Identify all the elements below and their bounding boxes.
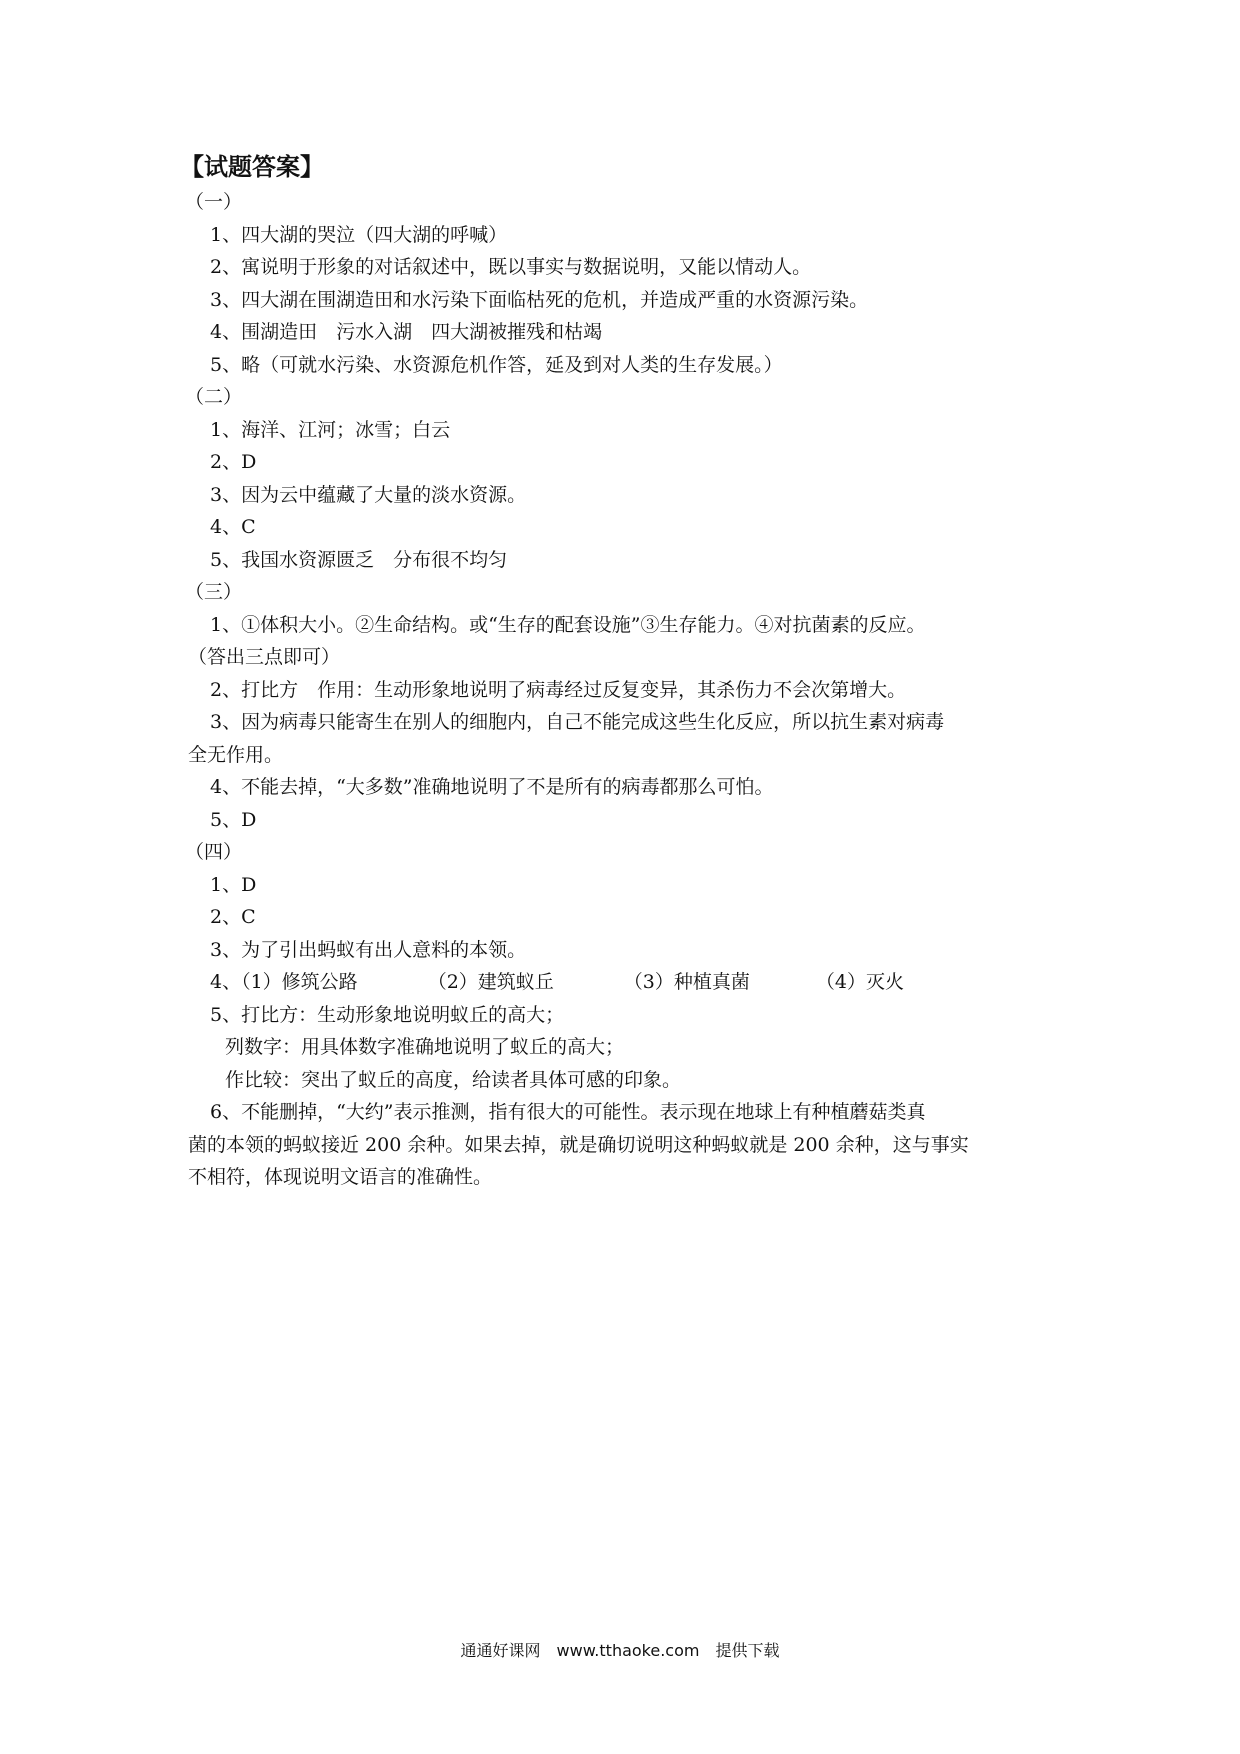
- answer-line: 3、因为云中蕴藏了大量的淡水资源。: [210, 483, 527, 506]
- answer-line: 2、寓说明于形象的对话叙述中，既以事实与数据说明，又能以情动人。: [210, 256, 812, 278]
- answer-line: 1、四大湖的哭泣（四大湖的呼喊）: [210, 223, 508, 246]
- answer-line: 3、四大湖在围湖造田和水污染下面临枯死的危机，并造成严重的水资源污染。: [210, 288, 869, 311]
- answer-line: 2、C: [210, 906, 256, 928]
- answer-line-continuation: 不相符，体现说明文语言的准确性。: [188, 1166, 493, 1188]
- answer-line-continuation: （答出三点即可）: [188, 646, 341, 668]
- answer-line: 6、不能删掉，“大约”表示推测，指有很大的可能性。表示现在地球上有种植蘑菇类真: [210, 1101, 926, 1123]
- section-label-2: （二）: [185, 386, 243, 408]
- answer-line: 5、打比方：生动形象地说明蚁丘的高大；: [210, 1003, 565, 1026]
- section-label-1: （一）: [185, 191, 243, 213]
- answer-content: [180, 150, 1068, 1194]
- answer-line: 4、不能去掉，“大多数”准确地说明了不是所有的病毒都那么可怕。: [210, 776, 774, 798]
- answer-line: 4、围湖造田 污水入湖 四大湖被摧残和枯竭: [210, 321, 603, 343]
- answer-line-continuation: 全无作用。: [188, 743, 284, 766]
- section-label-3: （三）: [185, 581, 243, 603]
- answer-line: 4、C: [210, 516, 256, 538]
- answer-line: 2、打比方 作用：生动形象地说明了病毒经过反复变异，其杀伤力不会次第增大。: [210, 678, 907, 701]
- list-part: （4）灭火: [815, 971, 904, 993]
- answer-line: 1、①体积大小。②生命结构。或“生存的配套设施”③生存能力。④对抗菌素的反应。: [210, 613, 926, 636]
- answer-line: 2、D: [210, 451, 257, 473]
- answer-line: 5、D: [210, 808, 257, 831]
- list-part: （2）建筑蚁丘: [427, 971, 554, 993]
- section-label-4: （四）: [185, 841, 243, 863]
- answer-line-list: [188, 966, 1068, 999]
- answer-line: 1、D: [210, 873, 257, 896]
- answer-subline: 列数字：用具体数字准确地说明了蚁丘的高大；: [225, 1036, 625, 1058]
- answer-line: 3、为了引出蚂蚁有出人意料的本领。: [210, 938, 527, 961]
- answer-line: 3、因为病毒只能寄生在别人的细胞内，自己不能完成这些生化反应，所以抗生素对病毒: [210, 711, 945, 733]
- list-part: （1）修筑公路: [241, 971, 358, 993]
- answer-heading: 【试题答案】: [180, 153, 324, 181]
- list-prefix: 4、: [210, 971, 242, 993]
- answer-subline: 作比较：突出了蚁丘的高度，给读者具体可感的印象。: [225, 1068, 682, 1091]
- answer-line: 5、略（可就水污染、水资源危机作答，延及到对人类的生存发展。）: [210, 353, 783, 376]
- page-footer: 通通好课网 www.tthaoke.com 提供下载: [460, 1641, 780, 1660]
- answer-line: 5、我国水资源匮乏 分布很不均匀: [210, 548, 508, 571]
- answer-line: 1、海洋、江河；冰雪；白云: [210, 418, 451, 441]
- answer-line-continuation: 菌的本领的蚂蚁接近 200 余种。如果去掉，就是确切说明这种蚂蚁就是 200 余种，这与事实: [188, 1133, 969, 1156]
- list-part: （3）种植真菌: [623, 971, 750, 993]
